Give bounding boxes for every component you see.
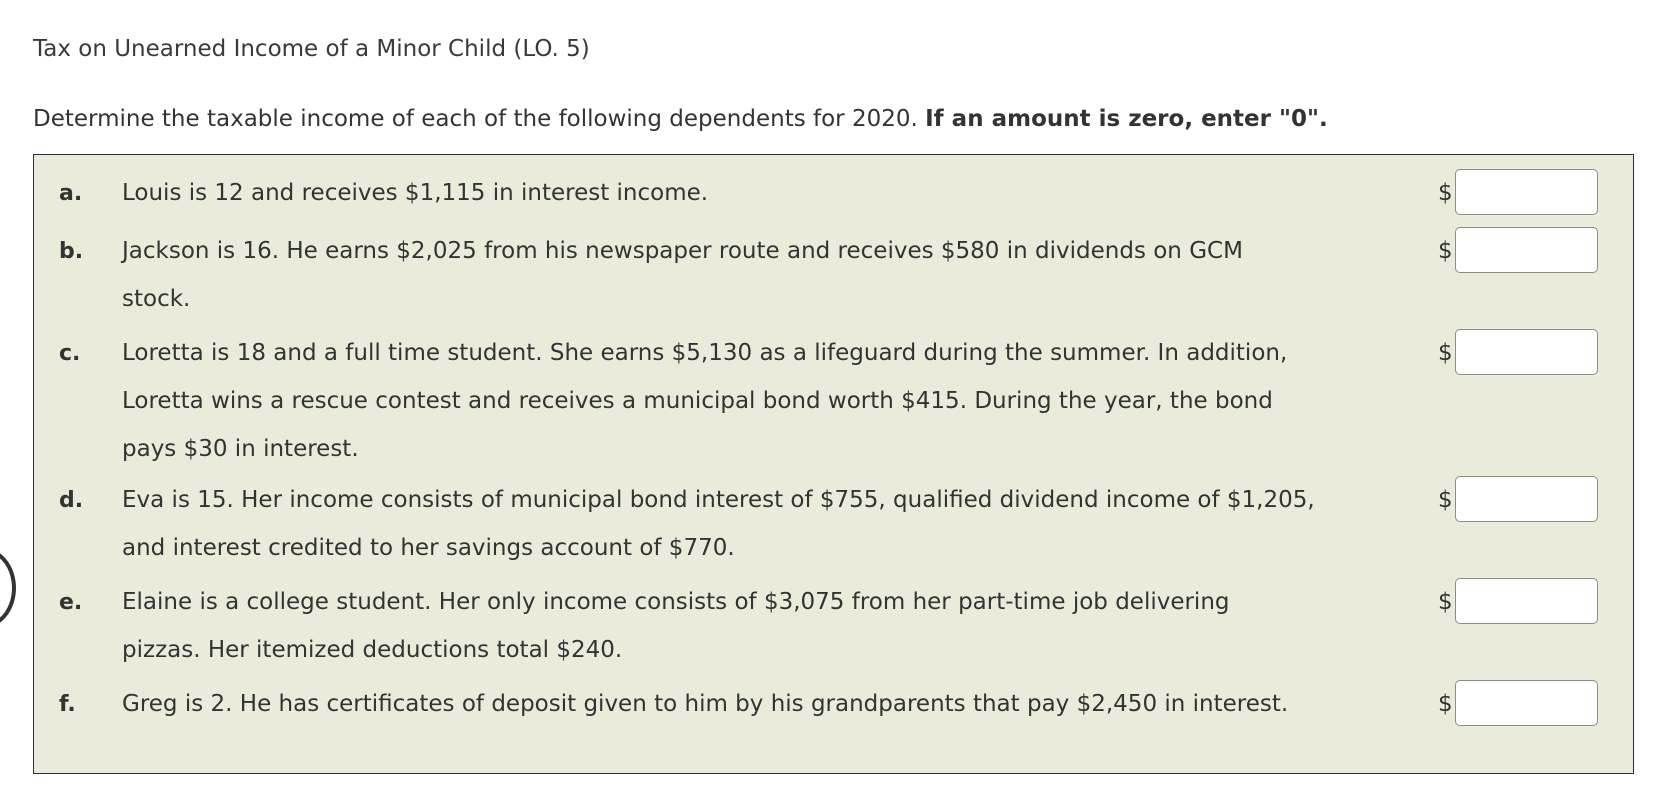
dollar-sign: $: [1438, 340, 1453, 366]
answer-input-c[interactable]: [1455, 329, 1598, 375]
dollar-sign: $: [1438, 589, 1453, 615]
item-text: Jackson is 16. He earns $2,025 from his newspaper route and receives $580 in dividends on GCM stock.: [122, 238, 1243, 312]
dollar-sign: $: [1438, 238, 1453, 264]
item-letter: a.: [59, 181, 83, 206]
item-text: Louis is 12 and receives $1,115 in interest income.: [122, 180, 709, 206]
instruction-bold-text: If an amount is zero, enter "0".: [925, 106, 1328, 132]
item-text: Loretta is 18 and a full time student. She earns $5,130 as a lifeguard during the summer. In addition, Loretta wins a rescue contest and receives a municipal bond worth $415. During the year, the bond pays $30 in interest.: [122, 340, 1288, 462]
answer-input-b[interactable]: [1455, 227, 1598, 273]
instruction: [33, 104, 1328, 134]
page-title: Tax on Unearned Income of a Minor Child (LO. 5): [33, 36, 590, 62]
dollar-sign: $: [1438, 487, 1453, 513]
item-letter: e.: [59, 590, 83, 615]
item-text: Eva is 15. Her income consists of municipal bond interest of $755, qualified dividend income of $1,205, and interest credited to her savings account of $770.: [122, 487, 1315, 561]
answer-input-e[interactable]: [1455, 578, 1598, 624]
item-letter: f.: [59, 692, 76, 717]
item-letter: c.: [59, 341, 81, 366]
answer-input-f[interactable]: [1455, 680, 1598, 726]
side-tab-circle[interactable]: [0, 548, 16, 628]
answer-input-d[interactable]: [1455, 476, 1598, 522]
dollar-sign: $: [1438, 691, 1453, 717]
instruction-text: Determine the taxable income of each of the following dependents for 2020.: [33, 106, 918, 132]
item-letter: d.: [59, 488, 84, 513]
question-panel: [33, 154, 1634, 774]
dollar-sign: $: [1438, 180, 1453, 206]
item-letter: b.: [59, 239, 84, 264]
item-text: Elaine is a college student. Her only income consists of $3,075 from her part-time job delivering pizzas. Her itemized deductions total $240.: [122, 589, 1230, 663]
answer-input-a[interactable]: [1455, 169, 1598, 215]
item-text: Greg is 2. He has certificates of deposit given to him by his grandparents that pay $2,450 in interest.: [122, 691, 1289, 717]
